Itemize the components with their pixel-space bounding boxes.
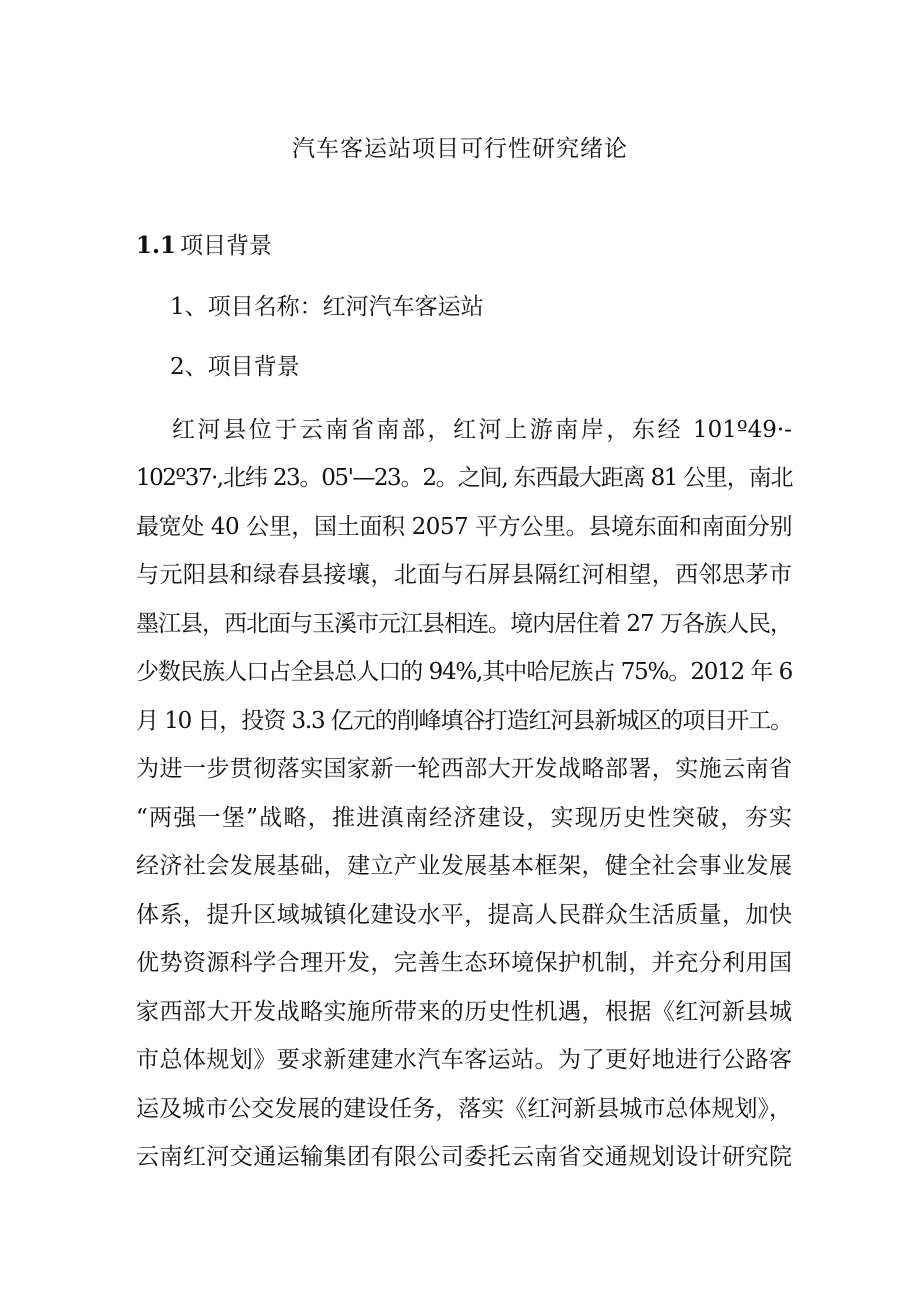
paragraph-line: 墨江县，西北面与玉溪市元江县相连。境内居住着 27 万各族人民， <box>136 611 792 637</box>
paragraph-line: 102º37·,北纬 23。05'—23。2。之间, 东西最大距离 81 公里，南北 <box>136 465 792 491</box>
paragraph-line: 体系，提升区域城镇化建设水平，提高人民群众生活质量，加快 <box>136 902 792 928</box>
paragraph-line: 少数民族人口占全县总人口的 94%,其中哈尼族占 75%。2012 年 6 <box>136 659 792 685</box>
paragraph-line: 运及城市公交发展的建设任务，落实《红河新县城市总体规划》， <box>136 1096 792 1122</box>
paragraph-line: “两强一堡”战略，推进滇南经济建设，实现历史性突破，夯实 <box>136 805 792 831</box>
paragraph-line: 最宽处 40 公里，国土面积 2057 平方公里。县境东面和南面分别 <box>136 514 792 540</box>
section-heading-text: 项目背景 <box>180 233 273 259</box>
paragraph-line: 经济社会发展基础，建立产业发展基本框架，健全社会事业发展 <box>136 853 792 879</box>
paragraph-line: 优势资源科学合理开发，完善生态环境保护机制，并充分利用国 <box>136 950 792 976</box>
list-item-project-background: 2、项目背景 <box>170 354 300 380</box>
paragraph-line: 家西部大开发战略实施所带来的历史性机遇，根据《红河新县城 <box>136 999 792 1025</box>
section-heading <box>136 230 272 262</box>
section-number: 1.1 <box>136 232 177 259</box>
paragraph-line: 与元阳县和绿春县接壤，北面与石屏县隔红河相望，西邻思茅市 <box>136 562 792 588</box>
paragraph-line: 市总体规划》要求新建建水汽车客运站。为了更好地进行公路客 <box>136 1047 792 1073</box>
document-title: 汽车客运站项目可行性研究绪论 <box>292 136 628 162</box>
paragraph-line: 红河县位于云南省南部，红河上游南岸，东经 101º49·- <box>172 417 792 443</box>
paragraph-line: 云南红河交通运输集团有限公司委托云南省交通规划设计研究院 <box>136 1144 792 1170</box>
paragraph-line: 月 10 日，投资 3.3 亿元的削峰填谷打造红河县新城区的项目开工。 <box>136 708 792 734</box>
paragraph-line: 为进一步贯彻落实国家新一轮西部大开发战略部署，实施云南省 <box>136 756 792 782</box>
list-item-project-name: 1、项目名称：红河汽车客运站 <box>170 294 484 320</box>
